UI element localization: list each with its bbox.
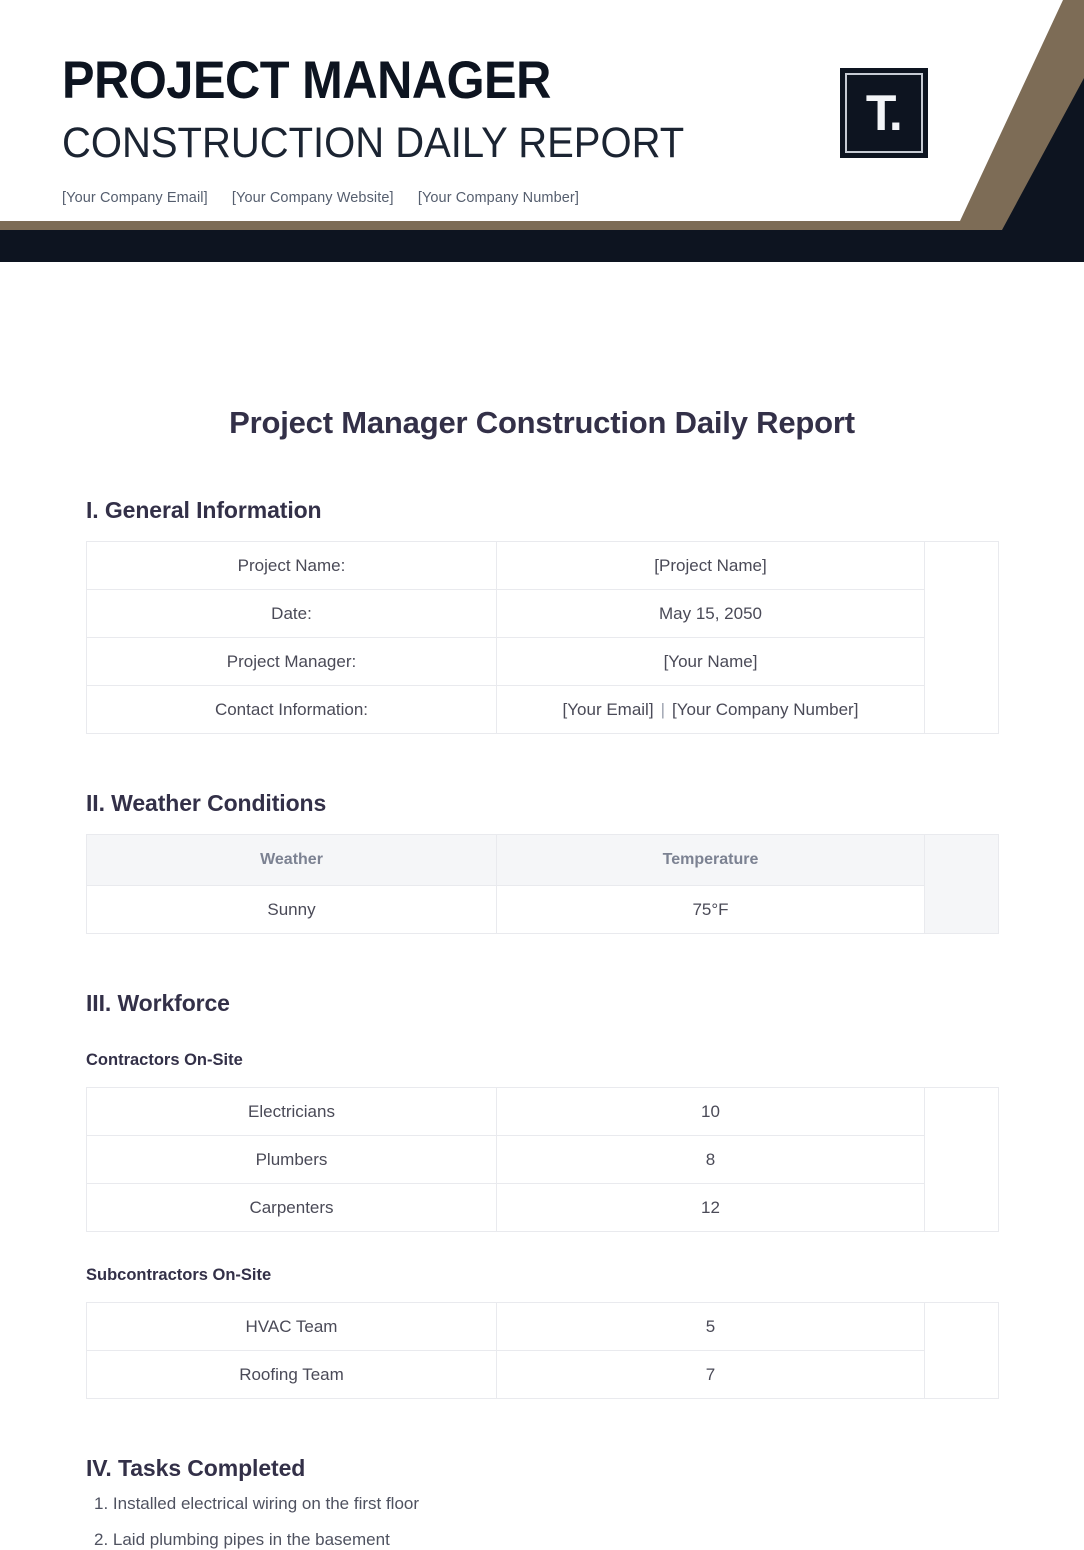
contact-email: [Your Email] xyxy=(562,699,654,719)
row-label: Electricians xyxy=(87,1088,497,1136)
subcontractors-on-site-table xyxy=(86,1302,999,1399)
letterhead xyxy=(0,0,1084,262)
row-label: Project Manager: xyxy=(87,638,497,686)
table-row xyxy=(87,1351,999,1399)
column-header-weather: Weather xyxy=(87,835,497,886)
weather-conditions-table xyxy=(86,834,999,934)
row-label: Date: xyxy=(87,590,497,638)
page-title: Project Manager Construction Daily Report xyxy=(229,405,855,440)
list-item: 2. Laid plumbing pipes in the basement xyxy=(94,1530,390,1549)
row-label: Carpenters xyxy=(87,1184,497,1232)
row-label: HVAC Team xyxy=(87,1303,497,1351)
table-spacer-column xyxy=(925,1303,999,1399)
row-label: Contact Information: xyxy=(87,686,497,734)
contact-number: [Your Company Number] xyxy=(671,699,859,719)
table-spacer-column xyxy=(925,835,999,934)
company-title: PROJECT MANAGER xyxy=(62,51,551,110)
table-row xyxy=(87,638,999,686)
logo-letter-icon: T. xyxy=(865,85,901,141)
general-information-table xyxy=(86,541,999,734)
company-email-placeholder: [Your Company Email] xyxy=(62,190,208,206)
table-header-row xyxy=(87,835,999,886)
table-row xyxy=(87,1088,999,1136)
table-row xyxy=(87,1184,999,1232)
document-body xyxy=(0,405,1084,1550)
table-row xyxy=(87,590,999,638)
company-contacts xyxy=(62,190,731,206)
row-label: Roofing Team xyxy=(87,1351,497,1399)
section-heading-tasks-completed: IV. Tasks Completed xyxy=(86,1455,306,1481)
row-value: 5 xyxy=(497,1303,925,1351)
row-value: 7 xyxy=(497,1351,925,1399)
column-header-temperature: Temperature xyxy=(497,835,925,886)
sub-heading-subcontractors-on-site: Subcontractors On-Site xyxy=(86,1266,272,1284)
company-website-placeholder: [Your Company Website] xyxy=(231,190,394,206)
row-value: [Project Name] xyxy=(497,542,925,590)
tasks-completed-list xyxy=(86,1494,998,1550)
section-heading-workforce: III. Workforce xyxy=(86,990,230,1016)
logo-frame xyxy=(845,73,923,153)
company-number-placeholder: [Your Company Number] xyxy=(417,190,579,206)
contact-separator: | xyxy=(660,699,665,719)
row-value: May 15, 2050 xyxy=(497,590,925,638)
section-heading-weather-conditions: II. Weather Conditions xyxy=(86,790,327,816)
company-subtitle: CONSTRUCTION DAILY REPORT xyxy=(62,119,685,167)
row-label: Plumbers xyxy=(87,1136,497,1184)
letterhead-text-block xyxy=(62,52,731,206)
sub-heading-contractors-on-site: Contractors On-Site xyxy=(86,1051,243,1069)
row-value-contact xyxy=(497,686,925,734)
row-label: Sunny xyxy=(87,886,497,934)
table-row xyxy=(87,1303,999,1351)
table-row xyxy=(87,542,999,590)
row-value: 8 xyxy=(497,1136,925,1184)
table-spacer-column xyxy=(925,542,999,734)
row-value: 10 xyxy=(497,1088,925,1136)
row-value: 12 xyxy=(497,1184,925,1232)
table-row xyxy=(87,1136,999,1184)
table-row xyxy=(87,686,999,734)
table-spacer-column xyxy=(925,1088,999,1232)
section-heading-general-information: I. General Information xyxy=(86,497,322,523)
row-value: [Your Name] xyxy=(497,638,925,686)
list-item: 1. Installed electrical wiring on the first floor xyxy=(94,1494,420,1513)
table-row xyxy=(87,886,999,934)
row-value: 75°F xyxy=(497,886,925,934)
company-logo xyxy=(840,68,928,158)
contractors-on-site-table xyxy=(86,1087,999,1232)
row-label: Project Name: xyxy=(87,542,497,590)
